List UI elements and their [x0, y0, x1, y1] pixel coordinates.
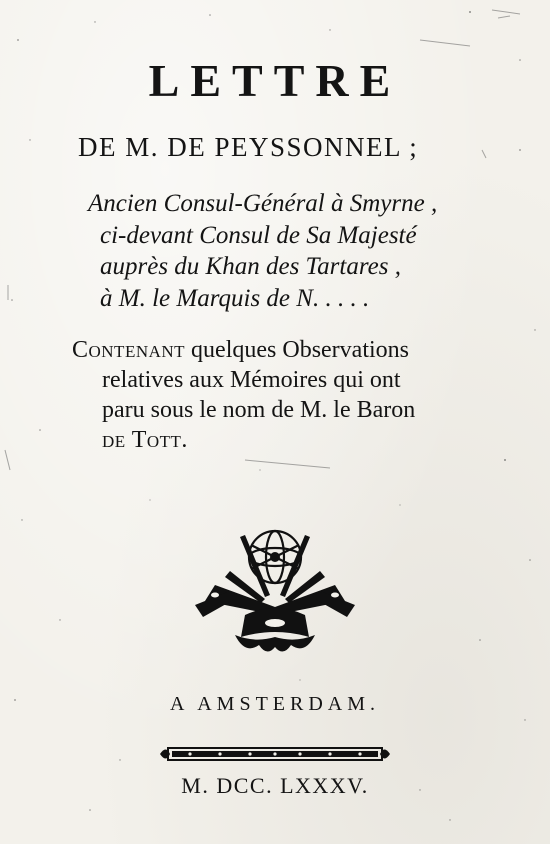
contents-lead: Contenant	[72, 337, 186, 363]
contents-paragraph	[72, 335, 415, 455]
contents-line-rest: quelques Observations	[185, 337, 410, 363]
description-line: auprès du Khan des Tartares ,	[100, 253, 401, 280]
description-line: Ancien Consul-Général à Smyrne ,	[88, 190, 438, 217]
description-line: à M. le Marquis de N. . . . .	[100, 284, 370, 312]
imprint-date: M. DCC. LXXXV.	[181, 773, 369, 798]
author-description	[88, 188, 438, 314]
contents-line: de Tott.	[102, 427, 188, 453]
contents-line	[72, 335, 415, 365]
page-title: LETTRE	[148, 55, 402, 106]
armillary-sphere-ornament-icon	[175, 515, 375, 665]
contents-line: paru sous le nom de M. le Baron	[102, 397, 416, 423]
author-line: DE M. DE PEYSSONNEL ;	[78, 132, 419, 162]
description-line: ci-devant Consul de Sa Majesté	[100, 221, 417, 249]
ornamental-rule-icon	[160, 744, 390, 764]
contents-line: relatives aux Mémoires qui ont	[102, 367, 401, 393]
imprint-place: A AMSTERDAM.	[169, 693, 381, 715]
